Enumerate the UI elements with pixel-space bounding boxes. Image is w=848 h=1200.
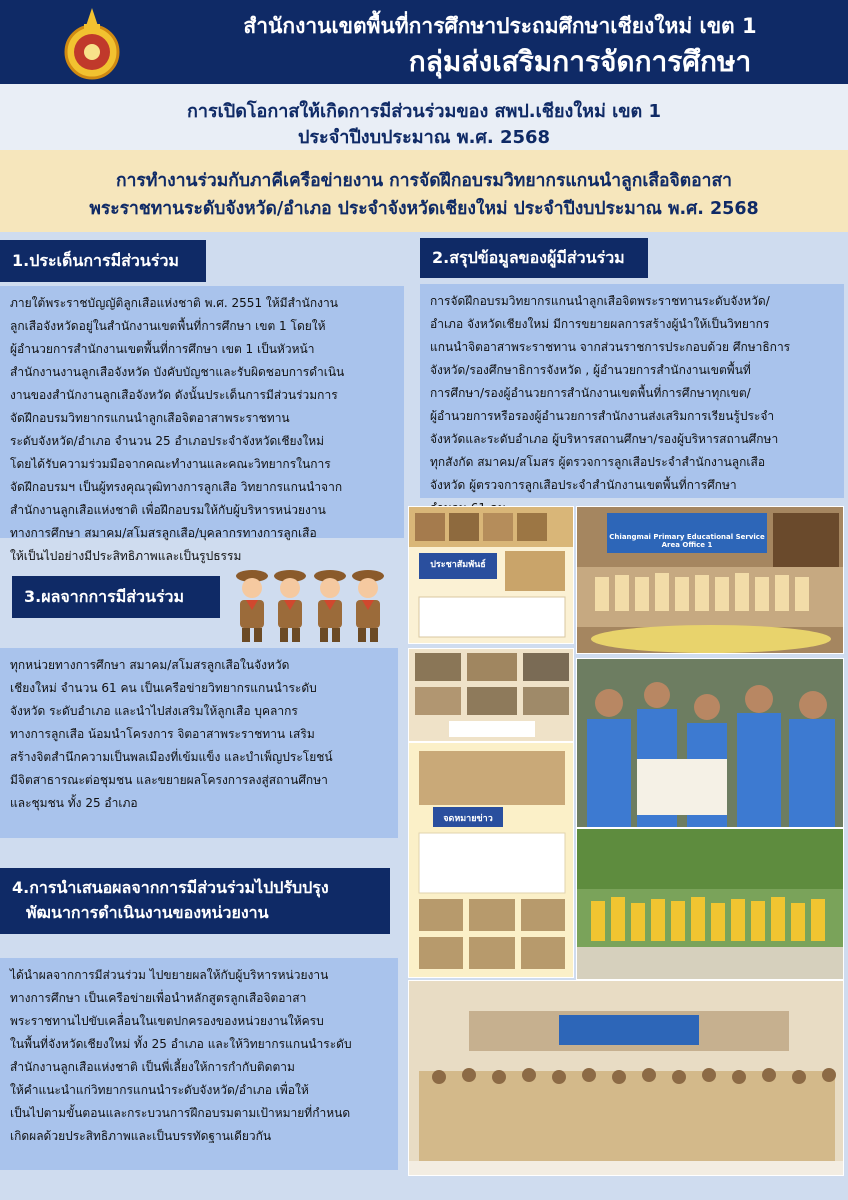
section-2-body xyxy=(420,284,844,498)
section-1-line: ภายใต้พระราชบัญญัติลูกเสือแห่งชาติ พ.ศ. 2551 ให้มีสำนักงาน xyxy=(10,296,338,310)
section-1-line: ระดับจังหวัด/อำเภอ จำนวน 25 อำเภอประจำจังหวัดเชียงใหม่ xyxy=(10,434,325,448)
section-1-line: ให้เป็นไปอย่างมีประสิทธิภาพและเป็นรูปธรรม xyxy=(10,549,242,563)
section-4-line: สำนักงานลูกเสือแห่งชาติ เป็นพี่เลี้ยงให้การกำกับติดตาม xyxy=(10,1060,295,1074)
section-1-line: ผู้อำนวยการสำนักงานเขตพื้นที่การศึกษา เขต 1 เป็นหัวหน้า xyxy=(10,342,315,356)
scouts-illustration xyxy=(232,562,388,646)
photo-news-label: ประชาสัมพันธ์ xyxy=(430,560,486,570)
photo-newsletter-page xyxy=(408,742,574,978)
emblem-logo xyxy=(62,6,122,80)
section-3-line: และชุมชน ทั้ง 25 อำเภอ xyxy=(10,796,138,810)
section-4-line: เป็นไปตามขั้นตอนและกระบวนการฝึกอบรมตามเป้าหมายที่กำหนด xyxy=(10,1106,351,1120)
photo-training-collage xyxy=(408,648,574,742)
photo-hall-group xyxy=(408,980,844,1176)
section-1-line: สำนักงานงานลูกเสือจังหวัด บังคับบัญชาและรับผิดชอบการดำเนิน xyxy=(10,365,345,379)
section-1-body xyxy=(0,286,404,563)
section-1-line: ลูกเสือจังหวัดอยู่ในสำนักงานเขตพื้นที่การศึกษา เขต 1 โดยให้ xyxy=(10,319,326,333)
section-4-body xyxy=(0,958,398,1170)
photo-outdoor-group xyxy=(576,828,844,980)
photo-banner-caption: Chiangmai Primary Educational Service Area Office 1 xyxy=(609,533,765,549)
section-4-heading xyxy=(0,868,390,934)
photo-group-discussion xyxy=(576,658,844,828)
section-2-line: การจัดฝึกอบรมวิทยากรแกนนำลูกเสือจิตพระราชทานระดับจังหวัด/ xyxy=(430,294,770,308)
section-4-line: ในพื้นที่จังหวัดเชียงใหม่ ทั้ง 25 อำเภอ และให้วิทยากรแกนนำระดับ xyxy=(10,1037,352,1051)
section-4-line: ให้คำแนะนำแก่วิทยากรแกนนำระดับจังหวัด/อำเภอ เพื่อให้ xyxy=(10,1083,309,1097)
section-2-heading: 2.สรุปข้อมูลของผู้มีส่วนร่วม xyxy=(420,238,648,278)
section-3-heading: 3.ผลจากการมีส่วนร่วม xyxy=(12,576,220,618)
section-2-line: อำเภอ จังหวัดเชียงใหม่ มีการขยายผลการสร้างผู้นำให้เป็นวิทยากร xyxy=(430,317,770,331)
photo-news-flyer xyxy=(408,506,574,644)
header-group-name: กลุ่มส่งเสริมการจัดการศึกษา xyxy=(408,45,752,78)
section-2-line: จังหวัดและระดับอำเภอ ผู้บริหารสถานศึกษา/รองผู้บริหารสถานศึกษา xyxy=(430,432,779,446)
section-3-line: ทุกหน่วยทางการศึกษา สมาคม/สโมสรลูกเสือในจังหวัด xyxy=(10,658,290,672)
section-3-line: ทางการลูกเสือ น้อมนำโครงการ จิตอาสาพระราชทาน เสริม xyxy=(10,727,315,741)
section-4-line: ทางการศึกษา เป็นเครือข่ายเพื่อนำหลักสูตรลูกเสือจิตอาสา xyxy=(10,991,307,1005)
section-1-line: จัดฝึกอบรมฯ เป็นผู้ทรงคุณวุฒิทางการลูกเสือ วิทยากรแกนนำจาก xyxy=(10,480,343,494)
header-office-name: สำนักงานเขตพื้นที่การศึกษาประถมศึกษาเชียงใหม่ เขต 1 xyxy=(243,14,757,38)
subtitle-line-2: ประจำปีงบประมาณ พ.ศ. 2568 xyxy=(297,127,551,148)
section-4-line: ได้นำผลจากการมีส่วนร่วม ไปขยายผลให้กับผู้บริหารหน่วยงาน xyxy=(10,968,329,982)
section-2-line: ผู้อำนวยการหรือรองผู้อำนวยการสำนักงานส่งเสริมการเรียนรู้ประจำ xyxy=(430,409,775,423)
subtitle-line-1: การเปิดโอกาสให้เกิดการมีส่วนร่วมของ สพป.เชียงใหม่ เขต 1 xyxy=(186,101,662,122)
section-3-line: จังหวัด ระดับอำเภอ และนำไปส่งเสริมให้ลูกเสือ บุคลากร xyxy=(10,704,298,718)
section-2-line: แกนนำจิตอาสาพระราชทาน จากส่วนราชการประกอบด้วย ศึกษาธิการ xyxy=(430,340,791,354)
section-4-title-line-1: 4.การนำเสนอผลจากการมีส่วนร่วมไปปรับปรุง xyxy=(12,878,329,897)
photo-meeting-room xyxy=(576,506,844,654)
section-1-line: สำนักงานลูกเสือแห่งชาติ เพื่อฝึกอบรมให้กับผู้บริหารหน่วยงาน xyxy=(10,503,326,517)
section-4-line: เกิดผลด้วยประสิทธิภาพและเป็นบรรทัดฐานเดียวกัน xyxy=(10,1129,272,1143)
section-4-line: พระราชทานไปขับเคลื่อนในเขตปกครองของหน่วยงานให้ครบ xyxy=(10,1014,324,1028)
section-2-line: จังหวัด/รองศึกษาธิการจังหวัด , ผู้อำนวยการสำนักงานเขตพื้นที่ xyxy=(430,363,751,377)
section-1-heading: 1.ประเด็นการมีส่วนร่วม xyxy=(0,240,206,282)
section-1-line: งานของสำนักงานลูกเสือจังหวัด ดังนั้นประเด็นการมีส่วนร่วมการ xyxy=(10,388,338,402)
section-1-line: จัดฝึกอบรมวิทยากรแกนนำลูกเสือจิตอาสาพระราชทาน xyxy=(10,411,290,425)
section-3-body xyxy=(0,648,398,838)
section-1-line: โดยได้รับความร่วมมือจากคณะทำงานและคณะวิทยากรในการ xyxy=(10,457,331,471)
section-3-line: สร้างจิตสำนึกความเป็นพลเมืองที่เข้มแข็ง และบำเพ็ญประโยชน์ xyxy=(10,750,333,764)
section-1-line: ทางการศึกษา สมาคม/สโมสรลูกเสือ/บุคลากรทางการลูกเสือ xyxy=(10,526,317,540)
section-2-line: จังหวัด ผู้ตรวจการลูกเสือประจำสำนักงานเขตพื้นที่การศึกษา xyxy=(430,478,737,492)
activity-line-2: พระราชทานระดับจังหวัด/อำเภอ ประจำจังหวัดเชียงใหม่ ประจำปีงบประมาณ พ.ศ. 2568 xyxy=(89,199,759,219)
photo-newsletter-label: จดหมายข่าว xyxy=(443,814,493,824)
section-4-title-line-2: พัฒนาการดำเนินงานของหน่วยงาน xyxy=(26,903,269,922)
section-2-line: การศึกษา/รองผู้อำนวยการสำนักงานเขตพื้นที่การศึกษาทุกเขต/ xyxy=(430,386,751,400)
section-2-line: ทุกสังกัด สมาคม/สโมสร ผู้ตรวจการลูกเสือประจำสำนักงานลูกเสือ xyxy=(430,455,766,469)
activity-line-1: การทำงานร่วมกับภาคีเครือข่ายงาน การจัดฝึกอบรมวิทยากรแกนนำลูกเสือจิตอาสา xyxy=(116,171,732,191)
section-3-line: มีจิตสาธารณะต่อชุมชน และขยายผลโครงการลงสู่สถานศึกษา xyxy=(10,773,328,787)
section-3-line: เชียงใหม่ จำนวน 61 คน เป็นเครือข่ายวิทยากรแกนนำระดับ xyxy=(10,681,317,695)
